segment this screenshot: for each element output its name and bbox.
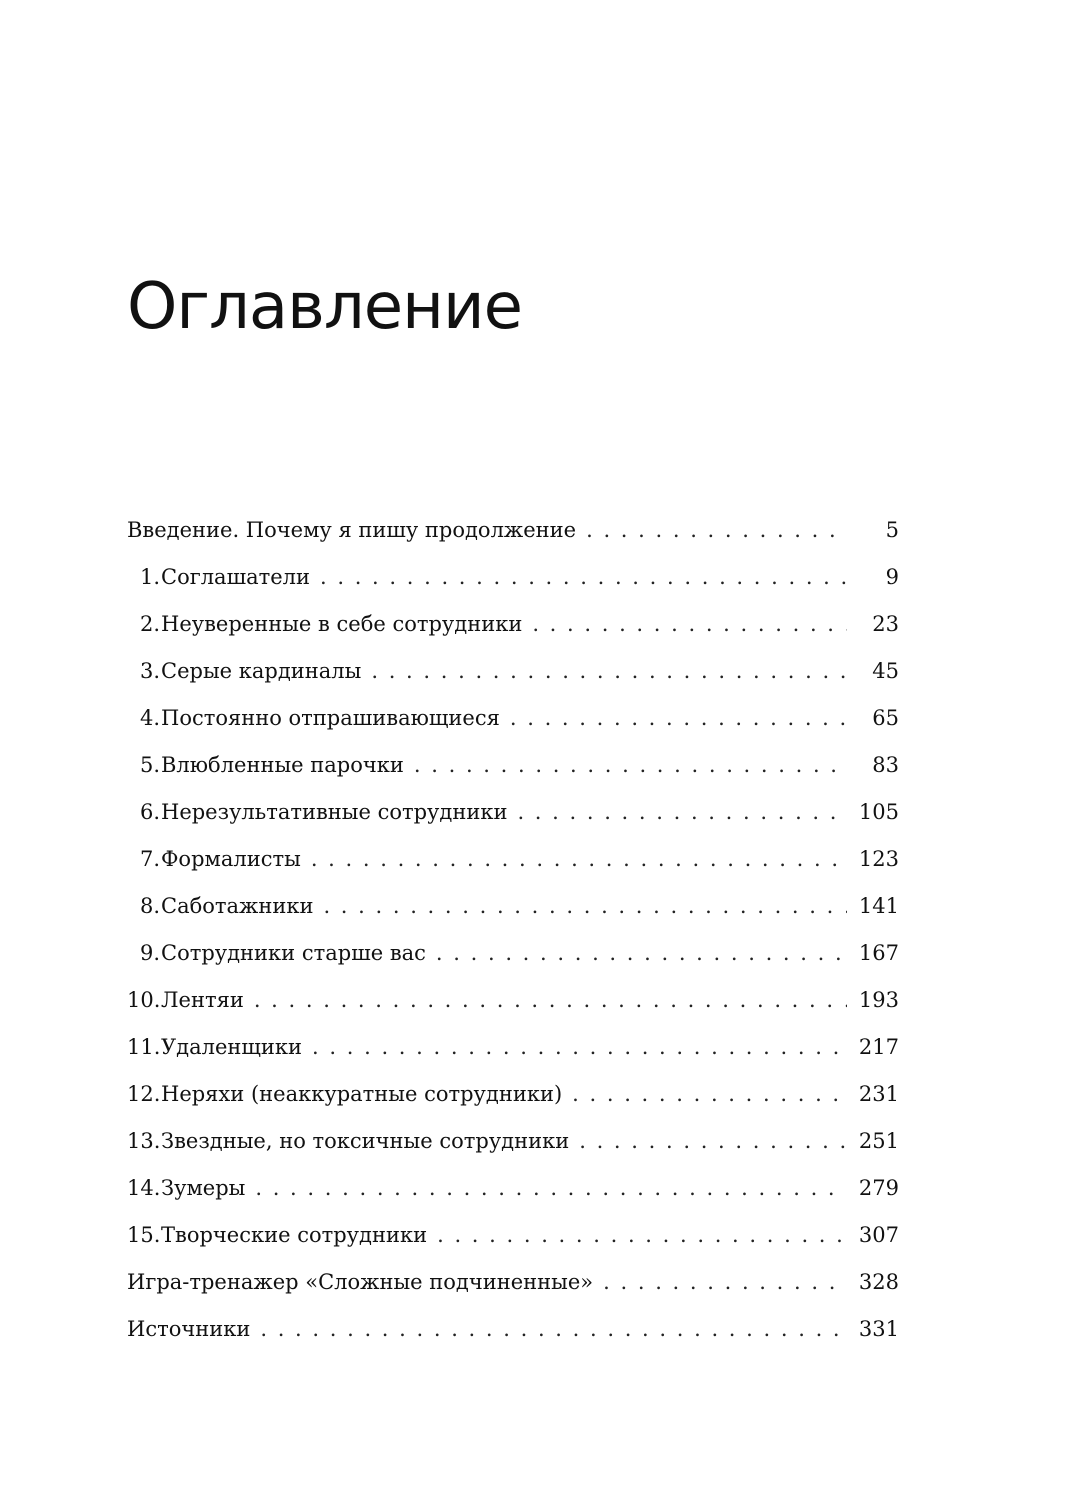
toc-entry-title: Введение. Почему я пишу продолжение [127, 518, 577, 542]
page-title: Оглавление [127, 270, 522, 344]
dot-leader [586, 508, 847, 552]
chapter-number: 13. [127, 1129, 161, 1153]
toc-entry-page: 279 [858, 1176, 899, 1200]
chapter-number: 14. [127, 1176, 161, 1200]
toc-entry-chapter-10[interactable] [127, 978, 899, 1025]
toc-entry-title: Зумеры [161, 1176, 246, 1200]
toc-entry-page: 251 [858, 1129, 899, 1153]
toc-entry-chapter-12[interactable] [127, 1072, 899, 1119]
toc-entry-chapter-11[interactable] [127, 1025, 899, 1072]
chapter-number: 7. [139, 847, 160, 871]
toc-entry-title: Лентяи [161, 988, 244, 1012]
toc-entry-title: Звездные, но токсичные сотрудники [161, 1129, 570, 1153]
dot-leader [572, 1072, 847, 1116]
toc-entry-chapter-5[interactable] [127, 743, 899, 790]
toc-entry-page: 307 [858, 1223, 899, 1247]
toc-entry-page: 123 [858, 847, 899, 871]
toc-entry-page: 23 [872, 612, 899, 636]
chapter-number: 11. [127, 1035, 161, 1059]
dot-leader [371, 649, 847, 693]
table-of-contents [127, 508, 899, 1354]
toc-entry-title: Нерезультативные сотрудники [161, 800, 508, 824]
toc-entry-title: Неряхи (неаккуратные сотрудники) [161, 1082, 563, 1106]
chapter-number: 12. [127, 1082, 161, 1106]
toc-entry-title: Игра-тренажер «Сложные подчиненные» [127, 1270, 594, 1294]
toc-entry-intro[interactable] [127, 508, 899, 555]
toc-entry-page: 45 [872, 659, 899, 683]
toc-entry-chapter-7[interactable] [127, 837, 899, 884]
dot-leader [311, 837, 847, 881]
dot-leader [436, 931, 847, 975]
dot-leader [603, 1260, 847, 1304]
chapter-number: 6. [139, 800, 160, 824]
toc-entry-chapter-3[interactable] [127, 649, 899, 696]
dot-leader [517, 790, 847, 834]
dot-leader [312, 1025, 847, 1069]
toc-entry-page: 328 [858, 1270, 899, 1294]
toc-entry-page: 5 [885, 518, 899, 542]
chapter-number: 4. [139, 706, 160, 730]
toc-entry-page: 217 [858, 1035, 899, 1059]
chapter-number: 9. [139, 941, 160, 965]
toc-entry-title: Творческие сотрудники [161, 1223, 428, 1247]
toc-entry-page: 65 [872, 706, 899, 730]
chapter-number: 5. [139, 753, 160, 777]
chapter-number: 2. [139, 612, 160, 636]
toc-entry-page: 193 [858, 988, 899, 1012]
dot-leader [260, 1307, 847, 1351]
toc-entry-chapter-9[interactable] [127, 931, 899, 978]
toc-entry-title: Удаленщики [161, 1035, 303, 1059]
toc-entry-chapter-2[interactable] [127, 602, 899, 649]
dot-leader [255, 1166, 847, 1210]
chapter-number: 3. [139, 659, 160, 683]
toc-entry-title: Постоянно отпрашивающиеся [161, 706, 500, 730]
toc-entry-page: 167 [858, 941, 899, 965]
toc-entry-chapter-1[interactable] [127, 555, 899, 602]
toc-entry-page: 105 [858, 800, 899, 824]
toc-entry-title: Формалисты [161, 847, 301, 871]
chapter-number: 8. [139, 894, 160, 918]
toc-entry-chapter-8[interactable] [127, 884, 899, 931]
toc-entry-title: Сотрудники старше вас [161, 941, 426, 965]
toc-entry-title: Неуверенные в себе сотрудники [161, 612, 523, 636]
dot-leader [414, 743, 847, 787]
toc-entry-page: 83 [872, 753, 899, 777]
dot-leader [254, 978, 847, 1022]
chapter-number: 1. [139, 565, 160, 589]
dot-leader [323, 884, 847, 928]
dot-leader [437, 1213, 847, 1257]
toc-entry-title: Саботажники [161, 894, 314, 918]
dot-leader [579, 1119, 847, 1163]
toc-entry-page: 9 [885, 565, 899, 589]
dot-leader [510, 696, 847, 740]
toc-entry-page: 141 [858, 894, 899, 918]
toc-entry-game[interactable] [127, 1260, 899, 1307]
toc-entry-page: 331 [858, 1317, 899, 1341]
dot-leader [532, 602, 847, 646]
toc-entry-chapter-4[interactable] [127, 696, 899, 743]
toc-entry-chapter-13[interactable] [127, 1119, 899, 1166]
toc-entry-sources[interactable] [127, 1307, 899, 1354]
chapter-number: 15. [127, 1223, 161, 1247]
toc-entry-title: Серые кардиналы [161, 659, 362, 683]
toc-entry-page: 231 [858, 1082, 899, 1106]
toc-entry-chapter-6[interactable] [127, 790, 899, 837]
dot-leader [320, 555, 847, 599]
toc-entry-title: Соглашатели [161, 565, 310, 589]
toc-entry-chapter-15[interactable] [127, 1213, 899, 1260]
toc-entry-title: Источники [127, 1317, 251, 1341]
chapter-number: 10. [127, 988, 161, 1012]
toc-entry-chapter-14[interactable] [127, 1166, 899, 1213]
toc-entry-title: Влюбленные парочки [161, 753, 404, 777]
